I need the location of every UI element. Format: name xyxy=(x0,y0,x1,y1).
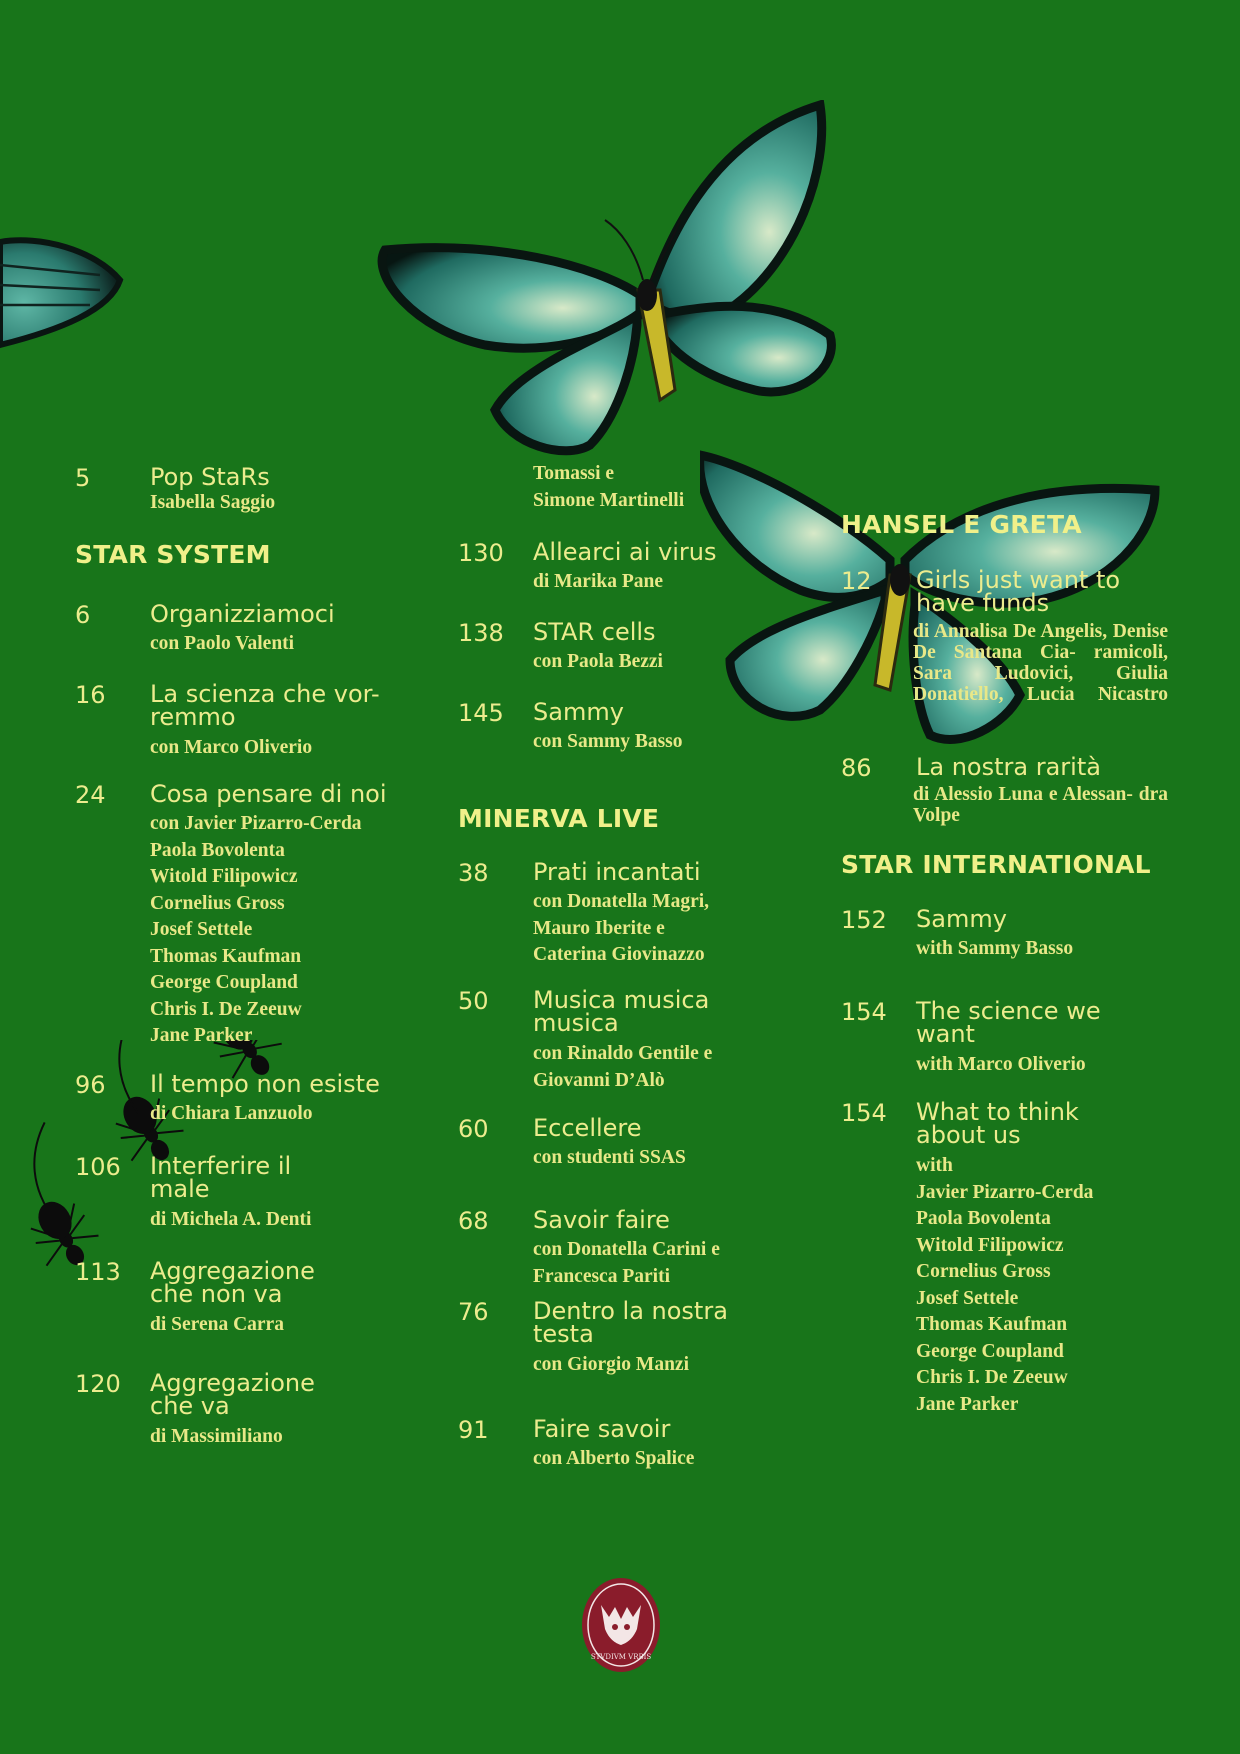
entry-title: La scienza che vor- remmo xyxy=(150,680,380,731)
butterfly-wing-left-illustration xyxy=(0,230,130,360)
entry-credits: con Donatella Magri, Mauro Iberite e Caterina Giovinazzo xyxy=(533,891,710,965)
entry-title: Allearci ai virus xyxy=(533,538,717,566)
entry-credits: with Javier Pizarro-Cerda Paola Bovolenta Witold Filipowicz Cornelius Gross Josef Settele Thomas Kaufman George Coupland Chris I. De Zeeuw Jane Parker xyxy=(916,1155,1094,1415)
entry-title: Prati incantati xyxy=(533,858,701,886)
entry-credits: di Alessio Luna e Alessan- dra Volpe xyxy=(913,784,1168,826)
entry-title: Dentro la nostra testa xyxy=(533,1297,728,1348)
entry-credits: di Michela A. Denti xyxy=(150,1209,312,1230)
page-number: 120 xyxy=(75,1370,121,1398)
entry-credits: con studenti SSAS xyxy=(533,1147,686,1168)
university-seal-logo xyxy=(581,1577,661,1673)
page-number: 68 xyxy=(458,1207,489,1235)
section-heading-star-system: STAR SYSTEM xyxy=(75,540,271,569)
entry-title: The science we want xyxy=(916,997,1101,1048)
entry-title: Cosa pensare di noi xyxy=(150,780,387,808)
entry-credits: con Rinaldo Gentile e Giovanni D’Alò xyxy=(533,1043,713,1091)
entry-title: Interferire il male xyxy=(150,1152,292,1203)
entry-credits: with Sammy Basso xyxy=(916,938,1074,959)
entry-title: La nostra rarità xyxy=(916,753,1101,781)
entry-credits: di Marika Pane xyxy=(533,571,663,592)
entry-title: Savoir faire xyxy=(533,1206,670,1234)
entry-title: Sammy xyxy=(533,698,624,726)
entry-title: What to think about us xyxy=(916,1098,1079,1149)
entry-credits: con Javier Pizarro-Cerda Paola Bovolenta Witold Filipowicz Cornelius Gross Josef Settele Thomas Kaufman George Coupland Chris I. De Zeeuw Jane Parker xyxy=(150,813,362,1046)
page-number: 152 xyxy=(841,906,887,934)
seal-motto: STVDIVM VRBIS xyxy=(590,1653,652,1661)
entry-title: Aggregazione che va xyxy=(150,1369,315,1420)
entry-credits: with Marco Oliverio xyxy=(916,1054,1086,1075)
page-number: 154 xyxy=(841,1099,887,1127)
page-number: 130 xyxy=(458,539,504,567)
entry-credits: di Annalisa De Angelis, Denise De Santana Cia- ramicoli, Sara Ludovici, Giulia Donatiello, Lucia Nicastro xyxy=(913,621,1168,705)
entry-title: Faire savoir xyxy=(533,1415,671,1443)
page-number: 24 xyxy=(75,781,106,809)
page-number: 138 xyxy=(458,619,504,647)
entry-credits: di Serena Carra xyxy=(150,1314,284,1335)
entry-title: Eccellere xyxy=(533,1114,642,1142)
entry-title: Pop StaRs xyxy=(150,463,270,491)
section-heading-hansel-e-greta: HANSEL E GRETA xyxy=(841,510,1082,539)
page-number: 6 xyxy=(75,601,91,629)
entry-credits: con Alberto Spalice xyxy=(533,1448,695,1469)
entry-credits: con Sammy Basso xyxy=(533,731,683,752)
page-number: 50 xyxy=(458,987,489,1015)
page-number: 60 xyxy=(458,1115,489,1143)
entry-credits: di Massimiliano xyxy=(150,1426,283,1447)
section-heading-minerva-live: MINERVA LIVE xyxy=(458,804,660,833)
page-number: 154 xyxy=(841,998,887,1026)
entry-title: Il tempo non esiste xyxy=(150,1070,380,1098)
entry-credits: con Marco Oliverio xyxy=(150,737,313,758)
entry-title: Sammy xyxy=(916,905,1007,933)
page-number: 38 xyxy=(458,859,489,887)
entry-credits: di Chiara Lanzuolo xyxy=(150,1103,313,1124)
entry-title: Organizziamoci xyxy=(150,600,335,628)
entry-credits: con Paolo Valenti xyxy=(150,633,295,654)
entry-credits: Isabella Saggio xyxy=(150,492,276,513)
page-number: 16 xyxy=(75,681,106,709)
page-number: 91 xyxy=(458,1416,489,1444)
page-number: 76 xyxy=(458,1298,489,1326)
entry-title: Girls just want to have funds xyxy=(916,566,1121,617)
entry-title: Aggregazione che non va xyxy=(150,1257,315,1308)
page-number: 113 xyxy=(75,1258,121,1286)
continued-credits: Tomassi e Simone Martinelli xyxy=(533,463,685,511)
page-number: 5 xyxy=(75,464,91,492)
page-number: 86 xyxy=(841,754,872,782)
page-number: 12 xyxy=(841,567,872,595)
entry-credits: con Giorgio Manzi xyxy=(533,1354,689,1375)
entry-credits: con Paola Bezzi xyxy=(533,651,663,672)
entry-credits: con Donatella Carini e Francesca Pariti xyxy=(533,1239,720,1287)
entry-title: STAR cells xyxy=(533,618,656,646)
section-heading-star-international: STAR INTERNATIONAL xyxy=(841,850,1151,879)
entry-title: Musica musica musica xyxy=(533,986,710,1037)
page-number: 145 xyxy=(458,699,504,727)
page-number: 106 xyxy=(75,1153,121,1181)
page-number: 96 xyxy=(75,1071,106,1099)
